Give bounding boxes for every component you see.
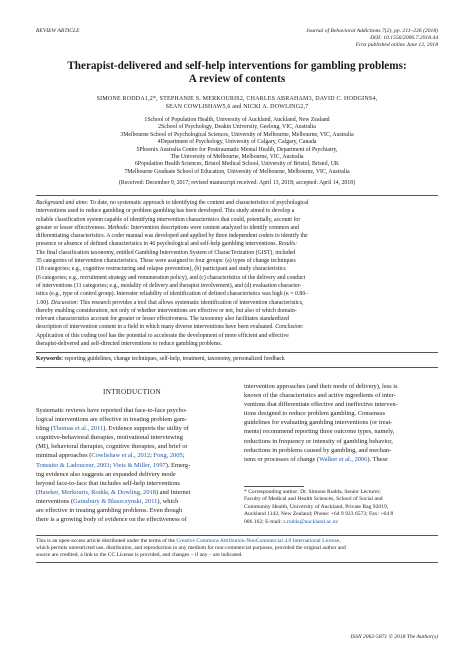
body-text: ), which (157, 497, 179, 505)
citation-link[interactable]: Thomas et al., 2011 (52, 425, 104, 433)
keywords-label: Keywords: (36, 356, 64, 362)
body-line: reductions in problems caused by gambling, and mechan- (244, 446, 392, 454)
keywords (36, 355, 438, 363)
body-line: ing evidence also suggests an expanded delivery mode (36, 470, 176, 478)
affiliation: 3Melbourne School of Psychological Sciences, University of Melbourne, Melbourne, VIC, Australia (120, 131, 354, 138)
footnote-line: Auckland 1142, New Zealand; Phone: +64 9 923 6573; Fax: +64 8 (244, 511, 394, 518)
affiliation: 7Melbourne Graduate School of Education, University of Melbourne, Melbourne, VIC, Australia (124, 168, 350, 175)
corresponding-author-footnote (244, 489, 438, 526)
citation-link[interactable]: Viets & Miller, 1997 (112, 461, 166, 469)
license-text: source are credited, a link to the CC License is provided, and changes – if any – are indicated. (36, 552, 243, 558)
footnote-rule (244, 486, 304, 487)
section-label: REVIEW ARTICLE (36, 28, 80, 34)
license-top-rule (36, 535, 438, 536)
body-text: bling ( (36, 425, 53, 433)
affiliation: 6Population Health Sciences, Bristol Medical School, University of Bristol, Bristol, UK (134, 161, 340, 168)
abstract-text: (6 categories; e.g., recruitment strategy and remuneration policy), and (c) characteristics of the delivery and conduct (36, 274, 306, 281)
license-bottom-rule (36, 562, 438, 563)
footnote-line: Faculty of Medical and Health Sciences, School of Social and (244, 496, 383, 503)
abstract-text: The final classification taxonomy, entitled Gambling Intervention System of CharacTerization (GIST), included (36, 249, 296, 256)
authors-line-2: SEAN COWLISHAW5,6 and NICKI A. DOWLING2,7 (165, 104, 309, 110)
abstract-background-label: Background and aims: (36, 200, 89, 206)
email-link[interactable]: s.rodda@auckland.ac.nz (283, 518, 339, 525)
body-text: ). These (367, 455, 388, 463)
abstract-bottom-rule (36, 367, 438, 368)
body-line: intervention approaches (and their mode of delivery), less is (244, 383, 398, 390)
body-text: ). Emerg- (165, 461, 191, 469)
citation-link[interactable]: Fong, 2005 (153, 452, 183, 460)
abstract-text: Application of this coding tool has the potential to accelerate the development of more efficient and effective (36, 332, 289, 339)
abstract-text: relevant characteristics account for greater or lesser effectiveness. The taxonomy also facilitates standardized (36, 316, 289, 323)
license-link[interactable]: Creative Commons Attribution-NonCommercial 4.0 International License (176, 538, 340, 544)
abstract-text: istics (e.g., type of control group). Interrater reliability of identification of defined characteristics was high (κ = 0.80– (36, 291, 309, 298)
abstract-text: reliable classification system capable of identifying intervention characteristics that could, potentially, account for (36, 216, 301, 223)
abstract-text: description of intervention content in a field in which many diverse interventions have been evaluated. (36, 324, 276, 331)
body-text: ) and Internet (155, 488, 191, 496)
abstract-text: of interventions (11 categories; e.g., modality of delivery and therapist involvement), and (d) evaluation character- (36, 282, 302, 289)
issn-footer: ISSN 2062-5871 © 2018 The Author(s) (350, 634, 438, 640)
abstract-text: thereby enabling consideration, not only of whether interventions are effective or not, but also of which domain- (36, 307, 297, 314)
author-list (20, 95, 454, 111)
abstract-text: differentiating characteristics. A coder manual was developed and applied by three independent coders to identify the (36, 233, 308, 240)
affiliation: 1School of Population Health, University of Auckland, Auckland, New Zealand (144, 117, 330, 123)
body-line: ments) recommend reporting three outcome types, namely, (244, 428, 395, 436)
body-line: (MI), behavioral therapies, cognitive therapies, and brief or (36, 443, 188, 451)
title-line-1: Therapist-delivered and self-help interventions for gambling problems: (67, 60, 407, 72)
footnote-line: * Corresponding author: Dr. Simone Rodda, Senior Lecturer; (244, 489, 381, 495)
footnote-line: Community Health, University of Auckland, Private Bag 92019, (244, 503, 389, 510)
title-line-2: A review of contents (188, 73, 286, 86)
body-line: Systematic reviews have reported that face-to-face psycho- (36, 407, 188, 414)
affiliations (20, 117, 454, 176)
body-line: known of the characteristics and active ingredients of inter- (244, 392, 396, 400)
article-title (20, 60, 454, 87)
body-line: tions designed to reduce problem gambling. Consensus (244, 410, 386, 418)
right-column (244, 382, 438, 464)
citation-link[interactable]: Walker et al., 2006 (319, 455, 368, 463)
body-text: ( (36, 488, 39, 496)
affiliation: 4Department of Psychology, University of Calgary, Calgary, Canada (157, 139, 317, 146)
abstract-top-rule (36, 195, 438, 196)
body-text: minimal approaches ( (36, 452, 92, 460)
abstract-text: presence or absence of defined characteristics in 46 psychological and self-help gambling interventions. (36, 241, 279, 248)
abstract-text: 35 categories of intervention characteristics. These were assigned to four groups: (a) types of change techniques (36, 258, 296, 265)
keywords-text: reporting guidelines, change techniques, self-help, treatment, taxonomy, personalized feedback (63, 356, 285, 362)
body-line: cognitive-behavioral therapies, motivational interviewing (36, 434, 183, 442)
abstract-results-label: Results: (278, 241, 298, 248)
affiliation: 5Phoenix Australia Centre for Posttraumatic Mental Health, Department of Psychiatry, (136, 146, 338, 153)
doi-line: DOI: 10.1556/2006.7.2018.44 (370, 35, 438, 41)
body-line: guidelines for evaluating gambling interventions (or treat- (244, 419, 393, 427)
license-notice (36, 538, 438, 559)
journal-line: Journal of Behavioral Addictions 7(2), pp. 211–226 (2018) (305, 28, 438, 34)
abstract-conclusion-label: Conclusion: (275, 324, 304, 331)
citation-link[interactable]: Gainsbury & Blaszczynski, 2011 (73, 497, 158, 505)
body-text: ). Evidence supports the utility of (103, 425, 189, 433)
body-text: interventions ( (36, 497, 74, 505)
citation-link[interactable]: Cowlishaw et al., 2012 (91, 452, 151, 460)
abstract-discussion-label: Discussion: (50, 299, 79, 306)
published-line: First published online June 12, 2018 (355, 42, 438, 48)
abstract-text: interventions used to reduce gambling or problem gambling has been developed. This study aimed to develop a (36, 208, 295, 215)
body-line: logical interventions are effective in treating problem gam- (36, 416, 187, 424)
abstract-methods-label: Methods: (107, 224, 130, 231)
abstract (36, 199, 438, 348)
body-line: are effective in treating gambling problems. Even though (36, 507, 183, 515)
authors-line-1: SIMONE RODDA1,2*, STEPHANIE S. MERKOURIS2, CHARLES ABRAHAM3, DAVID C. HODGINS4, (96, 96, 378, 102)
license-text: , (339, 538, 341, 544)
body-line: ventions that differentiate effective and ineffective interven- (244, 401, 398, 409)
citation-link[interactable]: Toneatto & Ladouceur, 2003 (36, 461, 110, 469)
body-line: there is a growing body of evidence on the effectiveness of (36, 516, 187, 524)
abstract-mid-rule (36, 352, 438, 353)
license-text: which permits unrestricted use, distribution, and reproduction in any medium for non-commercial purposes, provided the original author and (36, 545, 346, 551)
abstract-text: Intervention descriptions were content analyzed to identify common and (129, 224, 299, 231)
body-text: isms or processes of change ( (244, 455, 320, 463)
abstract-text: To date, no systematic approach to identifying the content and characteristics of psychological (88, 200, 309, 206)
abstract-text: 1.00). (36, 299, 51, 306)
abstract-text: therapist-delivered and self-directed interventions to reduce gambling problems. (36, 341, 223, 348)
license-text: This is an open-access article distributed under the terms of the (36, 538, 177, 544)
abstract-text: This research provides a tool that allows systematic identification of intervention characteristics, (78, 299, 304, 306)
journal-citation (178, 28, 438, 49)
received-dates: (Received: December 9, 2017; revised manuscript received: April 13, 2018; accepted: April 14, 2018) (119, 180, 355, 186)
affiliation: 2School of Psychology, Deakin University, Geelong, VIC, Australia (158, 124, 316, 131)
body-line: beyond face-to-face that includes self-help interventions (36, 479, 180, 487)
body-line: reductions in frequency or intensity of gambling behavior, (244, 437, 393, 445)
citation-link[interactable]: Hawker, Merkouris, Rodda, & Dowling, 2018 (38, 488, 156, 496)
abstract-text: greater or lesser effectiveness. (36, 224, 108, 231)
left-column: Systematic reviews have reported that face-to-face psycho- logical interventions are effective in treating problem gam- bling (Thomas et al., 2011). Evidence supports the utility of cognitive-behavioral therapies, motivational interviewing (MI), behavioral therapies, cognitive therapies, and brief or minimal approaches (Cowlishaw et al., 2012; Fong, 2005; Toneatto & Ladouceur, 2003; Viets & Miller, 1997). Emerg- ing evidence also suggests an expanded delivery mode beyond face-to-face that includes self-help interventions (Hawker, Merkouris, Rodda, & Dowling, 2018) and Internet interventions (Gainsbury & Blaszczynski, 2011), which are effective in treating gambling problems. Even though there is a growing body of evidence on the effectiveness of (36, 406, 230, 524)
affiliation: The University of Melbourne, Melbourne, VIC, Australia (170, 154, 304, 161)
introduction-heading: INTRODUCTION (103, 388, 161, 396)
footnote-line: 006 162; E-mail: (244, 518, 284, 525)
abstract-text: (18 categories; e.g., cognitive restructuring and relapse prevention), (b) participant and study characteristics (36, 266, 286, 273)
